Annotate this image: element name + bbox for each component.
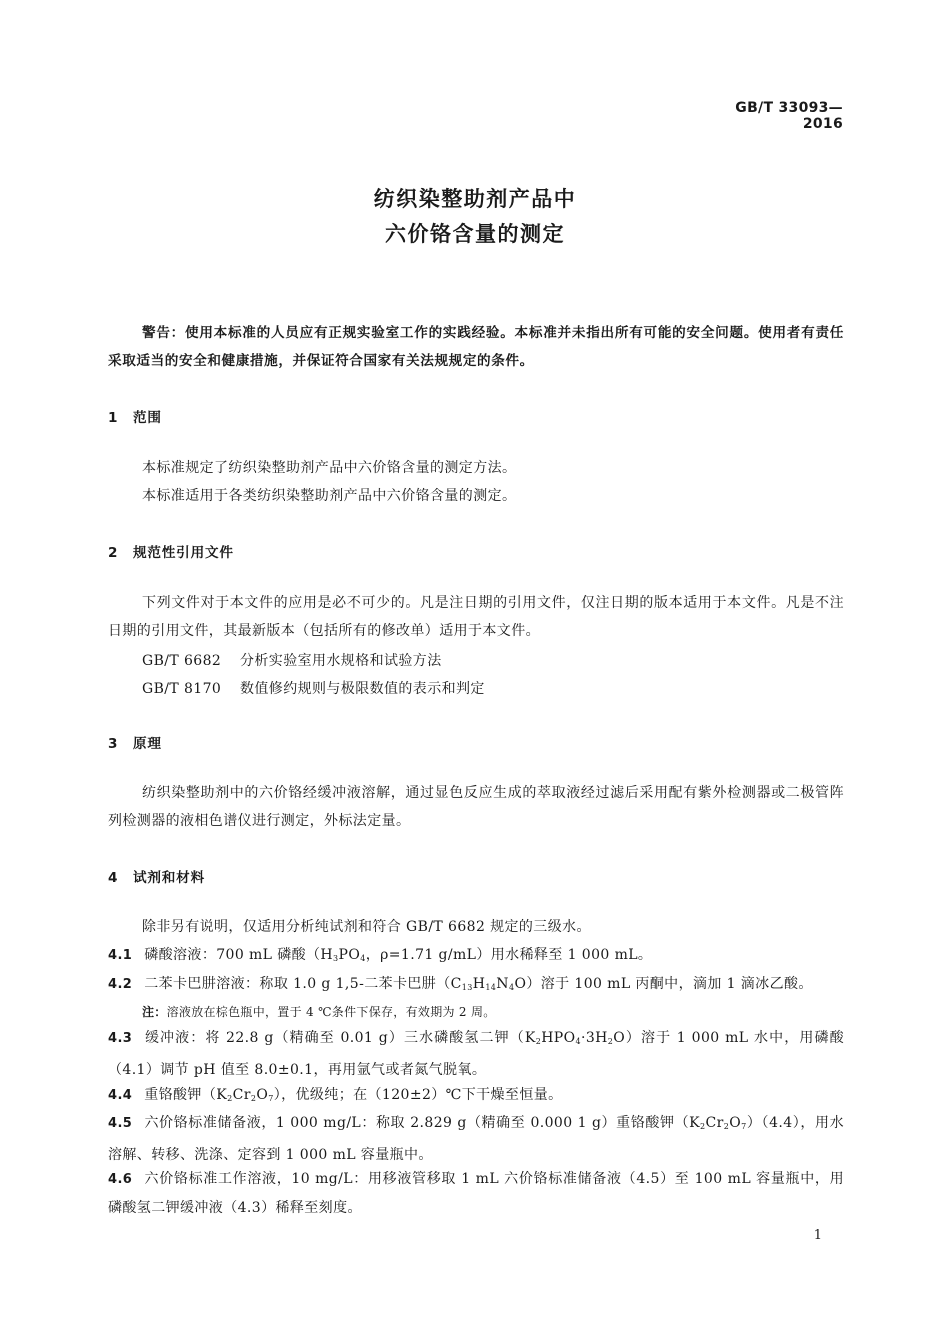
reference-title: 数值修约规则与极限数值的表示和判定 bbox=[240, 681, 485, 697]
clause-4-5 bbox=[108, 1109, 844, 1169]
clause-4-3 bbox=[108, 1024, 844, 1084]
clause-text: 磷酸溶液：700 mL 磷酸（H bbox=[144, 947, 334, 963]
reference-code: GB/T 6682 bbox=[142, 653, 222, 669]
section-heading-normative-references bbox=[108, 541, 234, 561]
clause-text: 六价铬标准储备液，1 000 mg/L：称取 2.829 g（精确至 0.000 1 g）重铬酸钾（K bbox=[144, 1115, 701, 1131]
clause-4-1 bbox=[108, 941, 844, 973]
subscript: 13 bbox=[461, 983, 473, 992]
clause-text: ）（4.4），用水溶解、转移、洗涤、定容到 1 000 mL 容量瓶中。 bbox=[108, 1115, 844, 1163]
clause-text: H bbox=[472, 976, 486, 992]
section-heading-scope bbox=[108, 406, 162, 426]
clause-text: HPO bbox=[541, 1030, 576, 1046]
clause-text: O）溶于 1 000 mL 水中，用磷酸（4.1）调节 pH 值至 8.0±0.1，再用氩气或者氮气脱氧。 bbox=[108, 1030, 844, 1078]
reference-title: 分析实验室用水规格和试验方法 bbox=[240, 653, 442, 669]
subscript: 2 bbox=[227, 1094, 233, 1103]
clause-number: 4.2 bbox=[108, 977, 133, 992]
subscript: 2 bbox=[723, 1122, 730, 1131]
scope-paragraph-2: 本标准适用于各类纺织染整助剂产品中六价铬含量的测定。 bbox=[142, 488, 517, 504]
section-number: 4 bbox=[108, 870, 119, 886]
clause-text: O）溶于 100 mL 丙酮中，滴加 1 滴冰乙酸。 bbox=[514, 976, 813, 992]
section-title: 范围 bbox=[133, 410, 162, 426]
section-heading-principle bbox=[108, 732, 162, 752]
references-paragraph: 下列文件对于本文件的应用是必不可少的。凡是注日期的引用文件，仅注日期的版本适用于本文件。凡是不注日期的引用文件，其最新版本（包括所有的修改单）适用于本文件。 bbox=[108, 595, 844, 639]
clause-text: 重铬酸钾（K bbox=[144, 1087, 228, 1103]
subscript: 4 bbox=[575, 1037, 582, 1046]
section-number: 1 bbox=[108, 410, 119, 426]
section-title: 原理 bbox=[133, 736, 162, 752]
clause-number: 4.1 bbox=[108, 948, 133, 963]
clause-text: Cr bbox=[705, 1115, 724, 1131]
scope-paragraph-1: 本标准规定了纺织染整助剂产品中六价铬含量的测定方法。 bbox=[142, 460, 517, 476]
clause-text: 六价铬标准工作溶液，10 mg/L：用移液管移取 1 mL 六价铬标准储备液（4.5）至 100 mL 容量瓶中，用磷酸氢二钾缓冲液（4.3）稀释至刻度。 bbox=[108, 1171, 844, 1216]
clause-number: 4.5 bbox=[108, 1116, 133, 1131]
note-text: 溶液放在棕色瓶中，置于 4 ℃条件下保存，有效期为 2 周。 bbox=[166, 1005, 496, 1019]
clause-text: ，ρ=1.71 g/mL）用水稀释至 1 000 mL。 bbox=[365, 947, 653, 963]
subscript: 7 bbox=[741, 1122, 747, 1131]
clause-text: N bbox=[496, 976, 509, 992]
section-heading-reagents bbox=[108, 866, 205, 886]
clause-text: Cr bbox=[232, 1087, 251, 1103]
standard-number: GB/T 33093—2016 bbox=[735, 100, 843, 132]
reference-item bbox=[142, 650, 442, 670]
subscript: 4 bbox=[508, 983, 515, 992]
clause-text: O bbox=[729, 1115, 742, 1131]
subscript: 4 bbox=[360, 954, 366, 963]
subscript: 2 bbox=[700, 1122, 706, 1131]
subscript: 2 bbox=[250, 1094, 257, 1103]
clause-number: 4.4 bbox=[108, 1088, 133, 1103]
document-title-line-1: 纺织染整助剂产品中 bbox=[373, 187, 577, 211]
subscript: 3 bbox=[333, 954, 339, 963]
subscript: 2 bbox=[607, 1037, 614, 1046]
clause-text: O bbox=[256, 1087, 269, 1103]
subscript: 14 bbox=[485, 983, 497, 992]
clause-text: ·3H bbox=[581, 1030, 608, 1046]
safety-warning: 警告：使用本标准的人员应有正规实验室工作的实践经验。本标准并未指出所有可能的安全问题。使用者有责任采取适当的安全和健康措施，并保证符合国家有关法规规定的条件。 bbox=[108, 325, 844, 369]
reagents-intro: 除非另有说明，仅适用分析纯试剂和符合 GB/T 6682 规定的三级水。 bbox=[142, 919, 591, 935]
note-4-2 bbox=[142, 1003, 496, 1020]
subscript: 2 bbox=[535, 1037, 542, 1046]
page-number: 1 bbox=[813, 1228, 822, 1243]
reference-code: GB/T 8170 bbox=[142, 681, 222, 697]
clause-text: PO bbox=[338, 947, 361, 963]
section-title: 规范性引用文件 bbox=[133, 545, 234, 561]
note-label: 注： bbox=[142, 1005, 167, 1019]
section-number: 2 bbox=[108, 545, 119, 561]
clause-number: 4.3 bbox=[108, 1031, 133, 1046]
clause-4-2 bbox=[108, 970, 844, 1002]
document-title-line-2: 六价铬含量的测定 bbox=[385, 222, 565, 246]
clause-4-6 bbox=[108, 1165, 844, 1222]
clause-number: 4.6 bbox=[108, 1172, 133, 1187]
subscript: 7 bbox=[268, 1094, 274, 1103]
reference-item bbox=[142, 678, 485, 698]
clause-text: 二苯卡巴肼溶液：称取 1.0 g 1,5-二苯卡巴肼（C bbox=[144, 976, 462, 992]
clause-text: 缓冲液：将 22.8 g（精确至 0.01 g）三水磷酸氢二钾（K bbox=[144, 1030, 536, 1046]
section-title: 试剂和材料 bbox=[133, 870, 205, 886]
section-number: 3 bbox=[108, 736, 119, 752]
principle-paragraph: 纺织染整助剂中的六价铬经缓冲液溶解，通过显色反应生成的萃取液经过滤后采用配有紫外检测器或二极管阵列检测器的液相色谱仪进行测定，外标法定量。 bbox=[108, 785, 844, 829]
clause-text: ），优级纯；在（120±2）℃下干燥至恒量。 bbox=[273, 1087, 563, 1103]
